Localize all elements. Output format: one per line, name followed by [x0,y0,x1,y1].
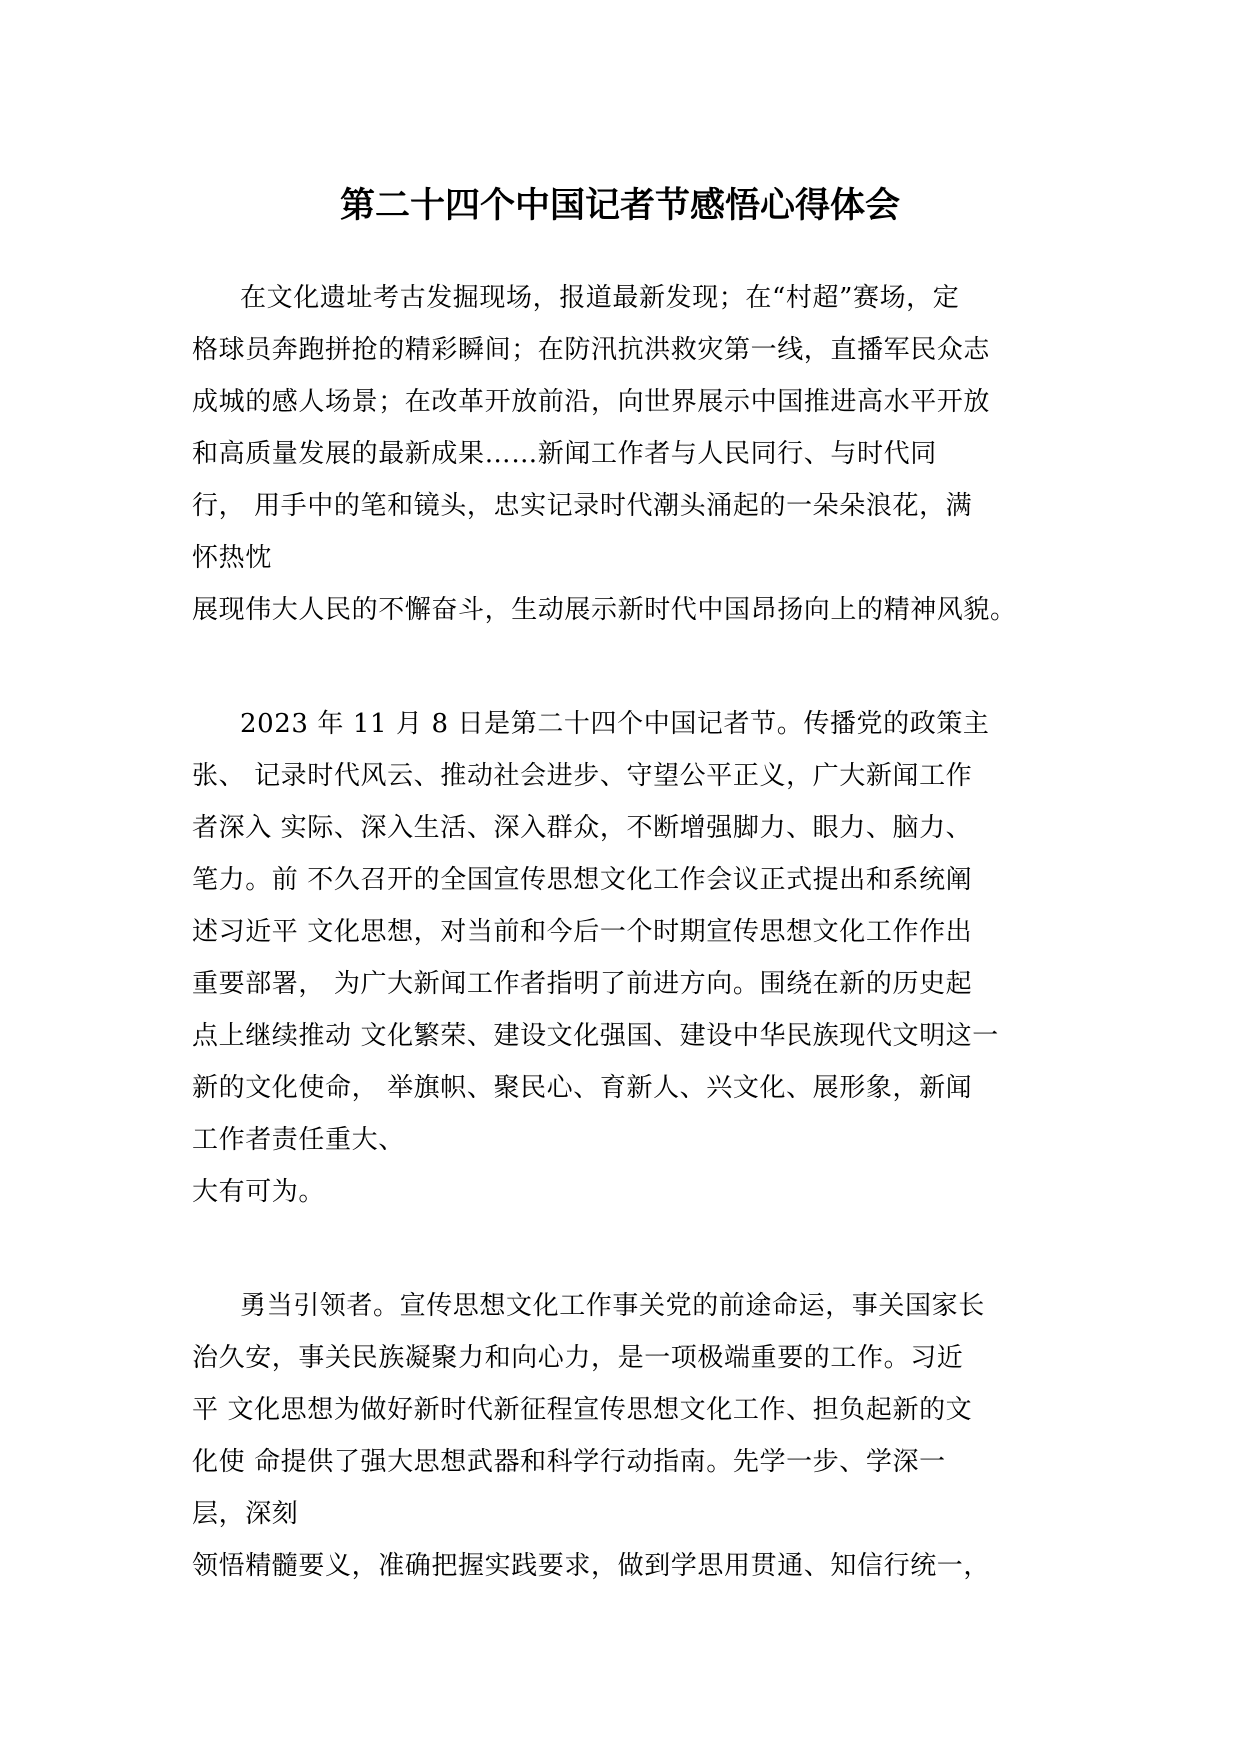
text-line: 在文化遗址考古发掘现场，报道最新发现；在“村超”赛场，定 [240,283,960,313]
text-line: 领悟精髓要义，准确把握实践要求，做到学思用贯通、知信行统一， [192,1551,991,1581]
text-line: 点上继续推动 文化繁荣、建设文化强国、建设中华民族现代文明这一 [192,1021,999,1051]
text-line: 和高质量发展的最新成果……新闻工作者与人民同行、与时代同 [192,439,937,469]
text-line: 治久安，事关民族凝聚力和向心力，是一项极端重要的工作。习近 [192,1343,964,1373]
text-line: 化使 命提供了强大思想武器和科学行动指南。先学一步、学深一 [192,1447,946,1477]
paragraph-1 [192,272,1072,636]
text-line: 平 文化思想为做好新时代新征程宣传思想文化工作、担负起新的文 [192,1395,973,1425]
text-line: 笔力。前 不久召开的全国宣传思想文化工作会议正式提出和系统阐 [192,865,973,895]
document-title: 第二十四个中国记者节感悟心得体会 [339,186,900,226]
paragraph-3 [192,1280,1072,1592]
text-line: 勇当引领者。宣传思想文化工作事关党的前途命运，事关国家长 [240,1291,985,1321]
text-line: 行， 用手中的笔和镜头，忠实记录时代潮头涌起的一朵朵浪花，满 [192,491,973,521]
paragraph-2 [192,698,1072,1218]
text-line: 怀热忱 [192,543,272,573]
text-line: 新的文化使命， 举旗帜、聚民心、育新人、兴文化、展形象，新闻 [192,1073,973,1103]
text-line: 2023 年 11 月 8 日是第二十四个中国记者节。传播党的政策主 [240,709,990,739]
text-line: 张、 记录时代风云、推动社会进步、守望公平正义，广大新闻工作 [192,761,973,791]
text-line: 格球员奔跑拼抢的精彩瞬间；在防汛抗洪救灾第一线，直播军民众志 [192,335,991,365]
text-line: 工作者责任重大、 [192,1125,405,1155]
text-line: 成城的感人场景；在改革开放前沿，向世界展示中国推进高水平开放 [192,387,991,417]
text-line: 述习近平 文化思想，对当前和今后一个时期宣传思想文化工作作出 [192,917,973,947]
text-line: 者深入 实际、深入生活、深入群众，不断增强脚力、眼力、脑力、 [192,813,973,843]
text-line: 展现伟大人民的不懈奋斗，生动展示新时代中国昂扬向上的精神风貌。 [192,595,1017,625]
text-line: 重要部署， 为广大新闻工作者指明了前进方向。围绕在新的历史起 [192,969,973,999]
text-line: 层，深刻 [192,1499,299,1529]
text-line: 大有可为。 [192,1177,326,1207]
